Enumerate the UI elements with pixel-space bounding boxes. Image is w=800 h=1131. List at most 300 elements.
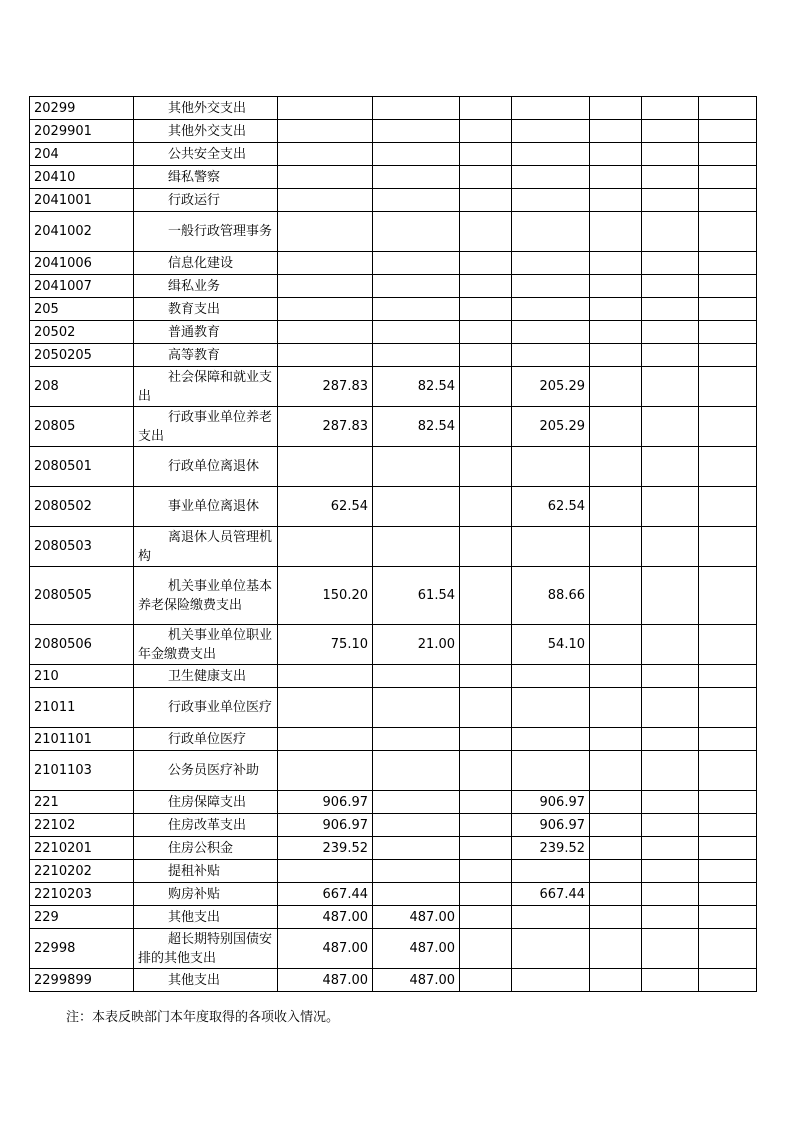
table-body xyxy=(30,97,757,992)
amount-cell xyxy=(460,275,512,298)
table-row xyxy=(30,929,757,969)
amount-cell xyxy=(642,275,699,298)
amount-cell xyxy=(278,688,373,728)
amount-cell xyxy=(642,751,699,791)
amount-cell xyxy=(642,814,699,837)
amount-cell xyxy=(278,665,373,688)
amount-cell xyxy=(373,860,460,883)
subject-code-cell: 2029901 xyxy=(30,120,134,143)
amount-cell xyxy=(642,906,699,929)
amount-cell: 82.54 xyxy=(373,367,460,407)
amount-cell xyxy=(699,751,757,791)
amount-cell xyxy=(699,298,757,321)
amount-cell xyxy=(590,407,642,447)
table-row xyxy=(30,298,757,321)
amount-cell xyxy=(512,906,590,929)
subject-name-cell: 普通教育 xyxy=(134,321,278,344)
subject-name-cell: 行政运行 xyxy=(134,189,278,212)
subject-code-cell: 229 xyxy=(30,906,134,929)
table-row xyxy=(30,189,757,212)
amount-cell xyxy=(699,837,757,860)
amount-cell xyxy=(699,367,757,407)
subject-code-cell: 21011 xyxy=(30,688,134,728)
amount-cell xyxy=(590,688,642,728)
amount-cell xyxy=(699,252,757,275)
amount-cell xyxy=(512,143,590,166)
amount-cell xyxy=(460,120,512,143)
amount-cell: 906.97 xyxy=(512,791,590,814)
subject-code-cell: 2210203 xyxy=(30,883,134,906)
amount-cell xyxy=(699,321,757,344)
amount-cell xyxy=(512,344,590,367)
subject-name-cell: 机关事业单位基本养老保险缴费支出 xyxy=(134,567,278,625)
amount-cell xyxy=(460,447,512,487)
amount-cell: 487.00 xyxy=(373,969,460,992)
subject-name-cell: 超长期特别国债安排的其他支出 xyxy=(134,929,278,969)
amount-cell xyxy=(699,120,757,143)
amount-cell xyxy=(642,665,699,688)
table-row xyxy=(30,120,757,143)
amount-cell xyxy=(642,860,699,883)
table-row xyxy=(30,969,757,992)
amount-cell: 205.29 xyxy=(512,407,590,447)
amount-cell xyxy=(278,728,373,751)
amount-cell xyxy=(699,275,757,298)
table-row xyxy=(30,688,757,728)
amount-cell xyxy=(699,883,757,906)
amount-cell: 487.00 xyxy=(373,929,460,969)
amount-cell xyxy=(642,883,699,906)
amount-cell xyxy=(373,212,460,252)
table-row xyxy=(30,567,757,625)
subject-code-cell: 210 xyxy=(30,665,134,688)
subject-code-cell: 22998 xyxy=(30,929,134,969)
amount-cell xyxy=(512,189,590,212)
amount-cell xyxy=(590,929,642,969)
amount-cell: 205.29 xyxy=(512,367,590,407)
amount-cell xyxy=(460,791,512,814)
subject-code-cell: 20299 xyxy=(30,97,134,120)
subject-code-cell: 204 xyxy=(30,143,134,166)
amount-cell xyxy=(460,728,512,751)
amount-cell xyxy=(512,860,590,883)
amount-cell xyxy=(512,751,590,791)
amount-cell: 667.44 xyxy=(278,883,373,906)
table-row xyxy=(30,212,757,252)
amount-cell xyxy=(460,929,512,969)
subject-name-cell: 其他支出 xyxy=(134,969,278,992)
amount-cell xyxy=(460,883,512,906)
amount-cell xyxy=(373,791,460,814)
amount-cell xyxy=(512,97,590,120)
amount-cell xyxy=(699,665,757,688)
amount-cell xyxy=(699,969,757,992)
subject-code-cell: 2041006 xyxy=(30,252,134,275)
subject-name-cell: 高等教育 xyxy=(134,344,278,367)
amount-cell xyxy=(699,97,757,120)
amount-cell xyxy=(590,487,642,527)
subject-name-cell: 住房保障支出 xyxy=(134,791,278,814)
subject-name-cell: 其他外交支出 xyxy=(134,97,278,120)
amount-cell xyxy=(512,728,590,751)
subject-code-cell: 205 xyxy=(30,298,134,321)
table-row xyxy=(30,321,757,344)
subject-code-cell: 2041001 xyxy=(30,189,134,212)
subject-code-cell: 2041002 xyxy=(30,212,134,252)
amount-cell xyxy=(460,344,512,367)
amount-cell xyxy=(373,837,460,860)
table-note: 注：本表反映部门本年度取得的各项收入情况。 xyxy=(66,1010,340,1025)
amount-cell xyxy=(590,906,642,929)
subject-name-cell: 事业单位离退休 xyxy=(134,487,278,527)
amount-cell xyxy=(642,837,699,860)
amount-cell xyxy=(373,275,460,298)
amount-cell xyxy=(460,212,512,252)
subject-name-cell: 公务员医疗补助 xyxy=(134,751,278,791)
amount-cell xyxy=(512,275,590,298)
amount-cell xyxy=(699,344,757,367)
subject-name-cell: 信息化建设 xyxy=(134,252,278,275)
subject-name-cell: 机关事业单位职业年金缴费支出 xyxy=(134,625,278,665)
amount-cell xyxy=(699,166,757,189)
subject-name-cell: 缉私业务 xyxy=(134,275,278,298)
amount-cell xyxy=(590,883,642,906)
amount-cell xyxy=(278,275,373,298)
table-row xyxy=(30,814,757,837)
amount-cell xyxy=(278,298,373,321)
amount-cell xyxy=(590,166,642,189)
amount-cell xyxy=(642,166,699,189)
amount-cell xyxy=(373,728,460,751)
subject-code-cell: 20502 xyxy=(30,321,134,344)
subject-code-cell: 208 xyxy=(30,367,134,407)
amount-cell xyxy=(373,751,460,791)
subject-code-cell: 2080505 xyxy=(30,567,134,625)
table-row xyxy=(30,275,757,298)
amount-cell xyxy=(699,728,757,751)
amount-cell xyxy=(590,751,642,791)
amount-cell xyxy=(699,814,757,837)
amount-cell xyxy=(642,97,699,120)
amount-cell xyxy=(278,143,373,166)
amount-cell xyxy=(278,212,373,252)
amount-cell: 287.83 xyxy=(278,407,373,447)
amount-cell xyxy=(642,625,699,665)
amount-cell xyxy=(590,252,642,275)
amount-cell xyxy=(642,487,699,527)
subject-code-cell: 2210201 xyxy=(30,837,134,860)
table-row xyxy=(30,487,757,527)
table-row xyxy=(30,625,757,665)
amount-cell xyxy=(460,969,512,992)
amount-cell: 88.66 xyxy=(512,567,590,625)
amount-cell xyxy=(642,212,699,252)
amount-cell xyxy=(590,527,642,567)
amount-cell: 61.54 xyxy=(373,567,460,625)
amount-cell xyxy=(512,969,590,992)
amount-cell xyxy=(590,367,642,407)
amount-cell xyxy=(278,166,373,189)
subject-name-cell: 公共安全支出 xyxy=(134,143,278,166)
subject-name-cell: 卫生健康支出 xyxy=(134,665,278,688)
subject-name-cell: 行政事业单位养老支出 xyxy=(134,407,278,447)
amount-cell xyxy=(460,751,512,791)
amount-cell xyxy=(642,407,699,447)
amount-cell xyxy=(373,814,460,837)
amount-cell xyxy=(590,321,642,344)
amount-cell: 150.20 xyxy=(278,567,373,625)
subject-name-cell: 住房改革支出 xyxy=(134,814,278,837)
amount-cell xyxy=(373,321,460,344)
amount-cell xyxy=(373,344,460,367)
table-row xyxy=(30,751,757,791)
amount-cell xyxy=(278,252,373,275)
amount-cell xyxy=(460,688,512,728)
amount-cell xyxy=(373,527,460,567)
amount-cell xyxy=(460,567,512,625)
amount-cell xyxy=(373,97,460,120)
amount-cell xyxy=(699,791,757,814)
subject-name-cell: 离退休人员管理机构 xyxy=(134,527,278,567)
table-row xyxy=(30,143,757,166)
table-row xyxy=(30,791,757,814)
amount-cell xyxy=(373,166,460,189)
table-row xyxy=(30,906,757,929)
amount-cell: 54.10 xyxy=(512,625,590,665)
amount-cell xyxy=(590,143,642,166)
amount-cell xyxy=(512,665,590,688)
amount-cell xyxy=(699,407,757,447)
amount-cell xyxy=(699,688,757,728)
amount-cell xyxy=(460,321,512,344)
amount-cell xyxy=(699,860,757,883)
amount-cell xyxy=(590,189,642,212)
subject-name-cell: 其他支出 xyxy=(134,906,278,929)
amount-cell xyxy=(512,321,590,344)
table-row xyxy=(30,447,757,487)
table-row xyxy=(30,728,757,751)
amount-cell xyxy=(460,814,512,837)
amount-cell xyxy=(590,344,642,367)
amount-cell xyxy=(373,883,460,906)
amount-cell: 82.54 xyxy=(373,407,460,447)
amount-cell xyxy=(278,344,373,367)
amount-cell: 239.52 xyxy=(512,837,590,860)
amount-cell: 906.97 xyxy=(278,814,373,837)
amount-cell xyxy=(590,97,642,120)
amount-cell xyxy=(460,97,512,120)
subject-name-cell: 行政事业单位医疗 xyxy=(134,688,278,728)
amount-cell xyxy=(512,929,590,969)
subject-name-cell: 提租补贴 xyxy=(134,860,278,883)
amount-cell xyxy=(590,447,642,487)
subject-code-cell: 2080503 xyxy=(30,527,134,567)
amount-cell xyxy=(373,487,460,527)
amount-cell: 906.97 xyxy=(278,791,373,814)
amount-cell xyxy=(642,120,699,143)
table-row xyxy=(30,97,757,120)
amount-cell: 239.52 xyxy=(278,837,373,860)
subject-name-cell: 住房公积金 xyxy=(134,837,278,860)
table-row xyxy=(30,527,757,567)
amount-cell xyxy=(460,252,512,275)
subject-code-cell: 2080506 xyxy=(30,625,134,665)
amount-cell: 906.97 xyxy=(512,814,590,837)
amount-cell xyxy=(642,791,699,814)
amount-cell xyxy=(373,665,460,688)
amount-cell xyxy=(642,344,699,367)
amount-cell xyxy=(460,189,512,212)
amount-cell: 487.00 xyxy=(278,906,373,929)
subject-name-cell: 其他外交支出 xyxy=(134,120,278,143)
subject-code-cell: 2041007 xyxy=(30,275,134,298)
amount-cell xyxy=(590,791,642,814)
amount-cell xyxy=(460,906,512,929)
amount-cell xyxy=(460,625,512,665)
subject-code-cell: 2080502 xyxy=(30,487,134,527)
subject-name-cell: 行政单位离退休 xyxy=(134,447,278,487)
subject-code-cell: 2080501 xyxy=(30,447,134,487)
subject-name-cell: 行政单位医疗 xyxy=(134,728,278,751)
amount-cell xyxy=(373,447,460,487)
subject-name-cell: 缉私警察 xyxy=(134,166,278,189)
amount-cell xyxy=(512,527,590,567)
amount-cell xyxy=(278,860,373,883)
amount-cell xyxy=(642,688,699,728)
amount-cell xyxy=(642,252,699,275)
amount-cell xyxy=(642,527,699,567)
amount-cell: 75.10 xyxy=(278,625,373,665)
amount-cell: 487.00 xyxy=(373,906,460,929)
amount-cell xyxy=(590,625,642,665)
amount-cell xyxy=(512,120,590,143)
amount-cell xyxy=(460,407,512,447)
amount-cell: 287.83 xyxy=(278,367,373,407)
subject-code-cell: 221 xyxy=(30,791,134,814)
amount-cell xyxy=(278,189,373,212)
amount-cell: 62.54 xyxy=(512,487,590,527)
budget-table xyxy=(29,96,757,992)
amount-cell xyxy=(699,189,757,212)
subject-code-cell: 2101101 xyxy=(30,728,134,751)
table-row xyxy=(30,344,757,367)
subject-name-cell: 社会保障和就业支出 xyxy=(134,367,278,407)
amount-cell xyxy=(460,837,512,860)
amount-cell xyxy=(512,447,590,487)
amount-cell xyxy=(460,527,512,567)
amount-cell xyxy=(590,969,642,992)
amount-cell xyxy=(590,728,642,751)
amount-cell xyxy=(642,189,699,212)
amount-cell xyxy=(699,929,757,969)
amount-cell xyxy=(642,447,699,487)
amount-cell xyxy=(373,120,460,143)
subject-name-cell: 购房补贴 xyxy=(134,883,278,906)
amount-cell xyxy=(373,252,460,275)
amount-cell xyxy=(590,212,642,252)
amount-cell xyxy=(699,447,757,487)
subject-code-cell: 22102 xyxy=(30,814,134,837)
subject-code-cell: 2299899 xyxy=(30,969,134,992)
amount-cell xyxy=(590,298,642,321)
amount-cell xyxy=(460,665,512,688)
amount-cell xyxy=(278,321,373,344)
table-row xyxy=(30,883,757,906)
amount-cell xyxy=(278,97,373,120)
amount-cell xyxy=(278,751,373,791)
amount-cell xyxy=(642,321,699,344)
table-row xyxy=(30,860,757,883)
amount-cell xyxy=(460,166,512,189)
subject-code-cell: 2101103 xyxy=(30,751,134,791)
amount-cell: 21.00 xyxy=(373,625,460,665)
amount-cell xyxy=(512,688,590,728)
amount-cell xyxy=(699,212,757,252)
amount-cell xyxy=(642,298,699,321)
amount-cell xyxy=(512,252,590,275)
amount-cell xyxy=(642,929,699,969)
amount-cell xyxy=(699,143,757,166)
amount-cell xyxy=(699,567,757,625)
amount-cell xyxy=(460,487,512,527)
amount-cell xyxy=(590,837,642,860)
subject-code-cell: 2210202 xyxy=(30,860,134,883)
amount-cell xyxy=(590,814,642,837)
amount-cell xyxy=(699,487,757,527)
subject-code-cell: 2050205 xyxy=(30,344,134,367)
amount-cell xyxy=(373,143,460,166)
table-row xyxy=(30,367,757,407)
table-row xyxy=(30,837,757,860)
amount-cell xyxy=(699,625,757,665)
amount-cell xyxy=(373,189,460,212)
amount-cell xyxy=(699,527,757,567)
amount-cell xyxy=(590,860,642,883)
amount-cell xyxy=(642,728,699,751)
amount-cell xyxy=(460,298,512,321)
amount-cell xyxy=(278,447,373,487)
amount-cell xyxy=(460,367,512,407)
table-row xyxy=(30,665,757,688)
amount-cell xyxy=(278,120,373,143)
amount-cell xyxy=(642,143,699,166)
amount-cell xyxy=(460,860,512,883)
subject-code-cell: 20410 xyxy=(30,166,134,189)
table-row xyxy=(30,407,757,447)
subject-code-cell: 20805 xyxy=(30,407,134,447)
amount-cell xyxy=(512,298,590,321)
amount-cell xyxy=(590,567,642,625)
amount-cell: 487.00 xyxy=(278,929,373,969)
amount-cell xyxy=(590,665,642,688)
subject-name-cell: 教育支出 xyxy=(134,298,278,321)
amount-cell xyxy=(642,969,699,992)
amount-cell xyxy=(512,212,590,252)
amount-cell xyxy=(699,906,757,929)
amount-cell xyxy=(642,367,699,407)
amount-cell xyxy=(373,688,460,728)
table-row xyxy=(30,252,757,275)
amount-cell xyxy=(590,275,642,298)
amount-cell xyxy=(590,120,642,143)
subject-name-cell: 一般行政管理事务 xyxy=(134,212,278,252)
amount-cell xyxy=(373,298,460,321)
table-row xyxy=(30,166,757,189)
amount-cell xyxy=(642,567,699,625)
amount-cell: 487.00 xyxy=(278,969,373,992)
amount-cell xyxy=(278,527,373,567)
amount-cell: 62.54 xyxy=(278,487,373,527)
